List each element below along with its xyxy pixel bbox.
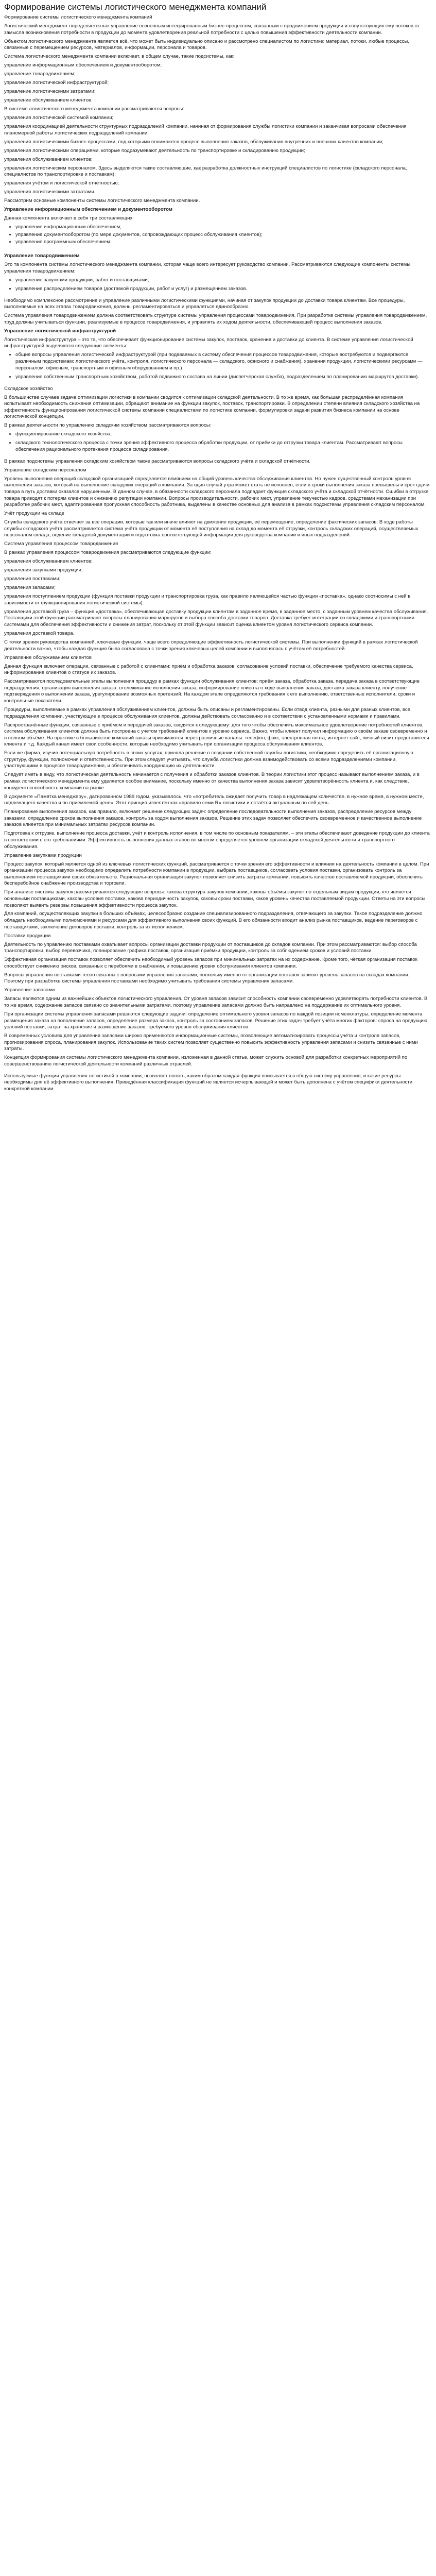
- paragraph: Планирование выполнения заказов, как правило, включает решение следующих задач: определение последовательности выполнения заказов, распределение ресурсов между заказами, определение сроков выполнения заказов, контроль за ходом выполнения заказов. Решение этих задач позволяет обеспечить своевременное и качественное выполнение заказов клиентов при минимальных затратах ресурсов компании.: [4, 809, 422, 828]
- list-item: • складского технологического процесса с точки зрения эффективного процесса обработки продукции, от приёмки до отгрузки товара клиентам. Рассматривают вопросы обеспечения рационального протекания процесса складирования.: [15, 440, 430, 453]
- paragraph: В рамках подсистемы управления складским хозяйством также рассматриваются вопросы складского учёта и складской отчётности.: [4, 458, 311, 464]
- paragraph: управления логистической системой компании;: [4, 115, 114, 121]
- bullet-list: [4, 374, 430, 381]
- paragraph: Система управления процессом товародвижения: [4, 541, 118, 547]
- paragraph: Эффективная организация поставок позволяет обеспечить необходимый уровень запасов при минимальных затратах на их содержание. Кроме того, чёткая организация поставок способствует снижению рисков, связанных с перебоями в снабжении, и повышению уровня обслуживания клиентов компании.: [4, 957, 417, 969]
- paragraph: Данная компонента включает в себя три составляющих:: [4, 215, 134, 222]
- paragraph: Это та компонента системы логистического менеджмента компании, которая чаще всего интересует руководство компании. Рассматриваются следующие компоненты системы управления товародвижением:: [4, 262, 411, 274]
- paragraph: Необходимо комплексное рассмотрение и управление различными логистическими функциями, начиная от закупок продукции до доставки товара клиентам. Все процедуры, выполняемые на всех этапах товародвижения, должны регламентироваться и управляться единообразно.: [4, 297, 405, 310]
- paragraph: Складское хозяйство: [4, 385, 53, 392]
- paragraph: Система управления товародвижением должна соответствовать структуре системы управления процессами товародвижения. При разработке системы управления товародвижением, труд должны учитываться функции, реализуемые в процессе товародвижения, и управлять их ходом деятельности, обеспечивающей процесс выполнения заказов.: [4, 313, 427, 325]
- list-item: • управление распределением товаров (доставкой продукции, работ и услуг) и размещением заказов.: [15, 286, 430, 293]
- paragraph: Поставки продукции: [4, 933, 51, 939]
- paragraph: Управление закупками продукции: [4, 852, 82, 858]
- bullet-list: [4, 277, 430, 284]
- paragraph: управления логистическими бизнес-процессами, под которыми понимаются процесс выполнения заказов, обслуживания внутренних и внешних клиентов компании;: [4, 139, 383, 145]
- paragraph: Система логистического менеджмента компании включает, в общем случае, такие подсистемы, как:: [4, 54, 235, 60]
- paragraph: управления учётом и логистической отчётностью;: [4, 180, 119, 187]
- paragraph: При анализе системы закупок рассматриваются следующие вопросы: какова структура закупок компании, каковы объёмы закупок по отдельным видам продукции, кто является основными поставщиками, каковы условия поставки, какова периодичность закупок, каковы сроки поставки, каков уровень качества поставляемой продукции. Ответы на эти вопросы позволяют выявить резервы повышения эффективности процесса закупок.: [4, 889, 426, 908]
- paragraph: Концепция формирования системы логистического менеджмента компании, изложенная в данной статье, может служить основой для разработки конкретных мероприятий по совершенствованию логистической деятельности компаний различных отраслей.: [4, 1055, 408, 1067]
- bullet-list: [4, 431, 430, 438]
- list-item: • управление информационным обеспечением;: [15, 224, 430, 231]
- paragraph: управление логистической инфраструктурой;: [4, 80, 109, 86]
- paragraph: Запасы являются одним из важнейших объектов логистического управления. От уровня запасов зависит способность компании своевременно удовлетворять потребности клиентов. В то же время, содержание запасов связано со значительными затратами, поэтому управление запасами должно быть направлено на поддержание их оптимального уровня.: [4, 996, 428, 1008]
- paragraph: Управление обслуживанием клиентов: [4, 654, 92, 660]
- paragraph: В документе «Памятка менеджеру», датированном 1989 годом, указывалось, что «потребитель ожидает получить товар в надлежащем количестве, в нужное время, в нужном месте, надлежащего качества и по приемлемой цене». Этот принцип известен как «правило семи R» логистики и остаётся актуальным по сей день.: [4, 793, 424, 806]
- section-heading: Управление товародвижением: [4, 253, 80, 259]
- paragraph: управления координацией деятельности структурных подразделений компании, начиная от формирования службы логистики компании и заканчивая вопросами обеспечения планомерной работы логистических подразделений компании;: [4, 124, 407, 136]
- bullet-list: [4, 286, 430, 293]
- paragraph: В большинстве случаев задача оптимизации логистики в компании сводится к оптимизации складской деятельности. В то же время, как большая распределённая компания испытывает необходимость снижения оптимизации, обращают внимание на функции закупок, поставок, транспортировки. В определении степени влияния складского хозяйства на эффективность функционирования логистической системы компании специалистами по логистике компании, формулировки задачи развития бизнеса компании на основе логистической концепции.: [4, 394, 420, 420]
- paragraph: Рассматриваются последовательные этапы выполнения процедур в рамках функции обслуживания клиентов: приём заказа, обработка заказа, передача заказа в соответствующие подразделения, организация выполнения заказа, отслеживание исполнения заказа, информирование клиента о ходе выполнения заказа, доставка заказа клиенту, получение подтверждения о выполнении заказа, урегулирование возможных претензий. На каждом этапе определяются требования к его выполнению, ответственные исполнители, сроки и контрольные показатели.: [4, 679, 420, 704]
- paragraph: Процедуры, выполняемые в рамках управления обслуживанием клиентов, должны быть описаны и регламентированы. Если отвод клиента, разными для разных клиентов, все подразделения компании, участвующие в процессе обслуживания клиентов, должны действовать согласованно и в соответствии с установленными нормами и правилами.: [4, 706, 411, 719]
- list-item: • управление документооборотом (по мере документов, сопровождающих процесс обслуживания клиентов);: [15, 232, 430, 239]
- spacer: [4, 248, 430, 251]
- paragraph: Управление складским персоналом: [4, 467, 86, 473]
- paragraph: управления обслуживанием клиентов;: [4, 156, 93, 162]
- bullet-list: [4, 224, 430, 246]
- bullet-list: [4, 440, 430, 453]
- paragraph: управления логистическими операциями, которые подразумевают деятельность по транспортировке и складированию продукции;: [4, 147, 305, 154]
- paragraph: управление логистическими затратами;: [4, 89, 96, 95]
- paragraph: При организации системы управления запасами решаются следующие задачи: определение оптимального уровня запасов по каждой позиции номенклатуры, определение момента размещения заказа на пополнение запасов, определение размера заказа, контроль за состоянием запасов. Решение этих задач требует учёта многих факторов: спроса на продукцию, условий поставки, затрат на хранение и размещение заказов, требуемого уровня обслуживания клиентов.: [4, 1011, 429, 1030]
- page-title: Формирование системы логистического менеджмента компаний: [4, 2, 267, 12]
- paragraph: Логистический менеджмент определяется как управление освоенным интегрированным бизнес-процессом, связанным с продвижением продукции и сопутствующих ему потоков от замысла возникновения потребности в продукции до момента удовлетворения реальной потребности с целью повышения эффективности деятельности компании.: [4, 23, 420, 36]
- paragraph: Служба складского учёта отвечает за все операции, которые так или иначе влияют на движение продукции, её перемещение, определение фактических запасов. В ходе работы службы складского учёта рассматривается система учёта продукции от момента её поступления на склад до момента её отгрузки, контроль складских операций, осуществляемых персоналом склада, ведение складской документации и подготовка соответствующей информации для руководства компании и иных подразделений.: [4, 519, 418, 538]
- paragraph: Следует иметь в виду, что логистическая деятельность начинается с получения и обработки заказов клиентов. В теории логистики этот процесс называют выполнением заказа, и в рамках логистического менеджмента ему уделяется особое внимание, поскольку именно от качества выполнения заказа зависит удовлетворённость клиента и, как следствие, конкурентоспособность компании на рынке.: [4, 772, 420, 791]
- paragraph: Процесс закупок, который является одной из ключевых логистических функций, рассматривается с точки зрения его эффективности и влияния на деятельность компании в целом. При организации процесса закупок необходимо определить потребности компании в продукции, выбрать поставщиков, согласовать условия поставки, организовать контроль за выполнением поставщиками своих обязательств. Рациональная организация закупок позволяет снизить затраты компании, повысить качество поставляемой продукции, обеспечить бесперебойное снабжение производства и торговли.: [4, 861, 429, 887]
- paragraph: Подготовка к отгрузке, выполнение процесса доставки, учёт и контроль исполнения, в том числе по основным показателям, – эти этапы обеспечивают доведение продукции до клиента в соответствии с его требованиями. Эффективность выполнения данных этапов во многом определяется уровнем организации складской деятельности и транспортного обслуживания.: [4, 831, 430, 850]
- paragraph: В рамках управления процессом товародвижения рассматриваются следующие функции:: [4, 550, 212, 556]
- paragraph: управления доставкой товара.: [4, 631, 75, 637]
- paragraph: управления обслуживанием клиентов;: [4, 558, 93, 565]
- paragraph: Данная функция включает операции, связанные с работой с клиентами: приём и обработка заказов, согласование условий поставки, обеспечение требуемого качества сервиса, информирование клиентов о статусе их заказов.: [4, 663, 413, 676]
- paragraph: В современных условиях для управления запасами широко применяются информационные системы, позволяющие автоматизировать процессы учёта и контроля запасов, прогнозирования спроса, планирования закупок. Использование таких систем позволяет существенно повысить эффективность управления запасами и снизить связанные с ними затраты.: [4, 1033, 418, 1052]
- paragraph: Управление запасами: [4, 987, 55, 993]
- list-item: • функционирование складского хозяйства;: [15, 431, 430, 438]
- paragraph: Деятельность по управлению поставками охватывает вопросы организации доставки продукции от поставщиков до складов компании. При этом рассматриваются: выбор способа транспортировки, выбор перевозчика, планирование графика поставок, организация приёмки продукции, контроль за соблюдением сроков и условий поставки.: [4, 941, 417, 954]
- paragraph: С точки зрения руководства компанией, ключевые функции, чаще всего определяющие эффективность логистической системы. При выполнении функций в рамках логистической деятельности важно, чтобы каждая функция была согласована с точки зрения ключевых целей компании и выполнялась с учётом её потребностей.: [4, 639, 418, 652]
- paragraph: управление обслуживанием клиентов.: [4, 97, 93, 104]
- article-body: [4, 14, 430, 1093]
- list-item: • управление программным обеспечением.: [15, 239, 430, 246]
- paragraph: Для компаний, осуществляющих закупки в больших объёмах, целесообразно создание специализированного подразделения, отвечающего за закупки. Такое подразделение должно обладать необходимыми полномочиями и ресурсами для эффективного выполнения своих функций. В его обязанности входит анализ рынка поставщиков, ведение переговоров с поставщиками, заключение договоров поставки, контроль за их исполнением.: [4, 911, 423, 930]
- section-heading: Управление логистической инфраструктурой: [4, 328, 116, 334]
- paragraph: Формирование системы логистического менеджмента компаний: [4, 14, 152, 20]
- list-item: • управление собственным транспортным хозяйством, работой подвижного состава на линии (диспетчерская служба), подразделением по планированию маршрутов доставки).: [15, 374, 430, 381]
- paragraph: управления логистическим персоналом. Здесь выделяются такие составляющие, как разработка должностных инструкций специалистов по логистике (складского персонала, специалистов по транспортировке и поставкам);: [4, 165, 407, 178]
- paragraph: Вопросы управления поставками тесно связаны с вопросами управления запасами, поскольку именно от организации поставок зависит уровень запасов на складах компании. Поэтому при разработке системы управления поставками необходимо учитывать требования системы управления запасами.: [4, 972, 410, 985]
- list-item: • управление закупками продукции, работ и поставщиками;: [15, 277, 430, 284]
- paragraph: управления доставкой груза – функция «доставка», обеспечивающая доставку продукции клиентам в заданное время, в заданное место, с заданным уровнем качества обслуживания. Поставщики этой функции рассматривают вопросы планирования маршрутов и выбора способа доставки товаров. Доставка требует интеграции со складскими и транспортными системами для обеспечения эффективности и снижения затрат, поскольку от этой функции зависит оценка клиентом уровня логистического сервиса компании.: [4, 608, 428, 628]
- paragraph: Логистическая инфраструктура – это та, что обеспечивает функционирование системы закупок, поставок, хранения и доставки до клиента. В системе управления логистической инфраструктурой выделяются следующие элементы:: [4, 336, 413, 349]
- paragraph: управления запасами;: [4, 585, 56, 591]
- paragraph: Объектом логистического менеджмента является всё, что может быть индивидуально описано и рассмотрено специалистом по логистике: материал, потоки, любые процессы, связанные с перемещением ресурсов, материалов, информации, персонала и товаров.: [4, 38, 409, 51]
- paragraph: Уровень выполнения операций складской организацией определяется влиянием на общий уровень качества обслуживания клиентов. Но нужен существенный контроль уровня выполнения заказов, который на выполнение складских операций в компании. За один случай утра может стать не исполнен, если в сроки выполнения заказа превышены и срок сдачи товара в путь доставки оказался нарушенным. В данном случае, в обязанности складского персонала подпадает функция складского учёта и складской отчётности. Ошибки в отгрузке товара приводят к потерям клиентов и снижению репутации компании. Вопросы производительности, рабочих мест, управление текучестью кадров, средствами механизации при разработке рабочих мест, адаптированная пропускная способность работника, выделены в качестве основных для анализа в рамках подсистемы управления складским персоналом.: [4, 476, 430, 508]
- paragraph: Учёт продукции на складе: [4, 511, 64, 517]
- section-heading: Управление информационным обеспечением и документооборотом: [4, 207, 172, 213]
- paragraph: Распространённые функции, связанные с приёмом и передачей заказов, сводятся к следующему: для того чтобы обеспечить максимальное удовлетворение потребностей клиентов, система обслуживания клиентов должна быть построена с учётом требований клиентов к уровню сервиса. Важно, чтобы клиент получил информацию о своём заказе своевременно и в полном объёме. На практике в большинстве компаний заказы принимаются через различные каналы: телефон, факс, электронная почта, интернет-сайт, личный визит представителя клиента и т.д. Каждый канал имеет свои особенности, которые необходимо учитывать при организации процесса обслуживания клиентов.: [4, 722, 429, 748]
- bullet-list: [4, 352, 430, 371]
- paragraph: управления поступлением продукции (функция поставки продукции и транспортировка груза, как правило являющейся частью функции «поставка», однако соотносимы с ней в зависимости от функционирования логистической системы).: [4, 594, 411, 606]
- paragraph: управление информационным обеспечением и документооборотом;: [4, 62, 162, 69]
- paragraph: Используемые функции управления логистикой в компании, позволяет понять, каким образом каждая функция вписывается в общую систему управления, и какие ресурсы необходимы для её эффективного выполнения. Приведённая классификация функций не является исчерпывающей и может быть дополнена с учётом специфики деятельности конкретной компании.: [4, 1073, 413, 1092]
- paragraph: управление товародвижением;: [4, 71, 76, 77]
- list-item: • общие вопросы управления логистической инфраструктурой (при подаваемых в систему обеспечения процессов товародвижения, которые востребуются и подвергаются различным подсистемам: логистического учёта, контроля, логистического персонала — складского, офисного и снабжения), хранения продукции, логистическими ресурсами — персоналом, офисным, транспортным и офисным оборудованием и пр.): [15, 352, 430, 371]
- paragraph: Если же фирма, изучив потенциальную потребность в своих услугах, приняла решение о создании собственной службы логистики, необходимо определить её организационную структуру, функции, полномочия и ответственность. При этом следует учитывать, что служба логистики должна взаимодействовать со всеми подразделениями компании, участвующими в процессе товародвижения, и обеспечивать координацию их деятельности.: [4, 750, 413, 769]
- paragraph: управления логистическими затратами.: [4, 189, 96, 195]
- paragraph: В рамках деятельности по управлению складским хозяйством рассматриваются вопросы:: [4, 422, 212, 429]
- paragraph: Рассмотрим основные компоненты системы логистического менеджмента компании.: [4, 198, 200, 204]
- paragraph: управления поставками;: [4, 576, 61, 582]
- paragraph: управления закупками продукции;: [4, 567, 83, 573]
- paragraph: В системе логистического менеджмента компании рассматриваются вопросы:: [4, 106, 184, 112]
